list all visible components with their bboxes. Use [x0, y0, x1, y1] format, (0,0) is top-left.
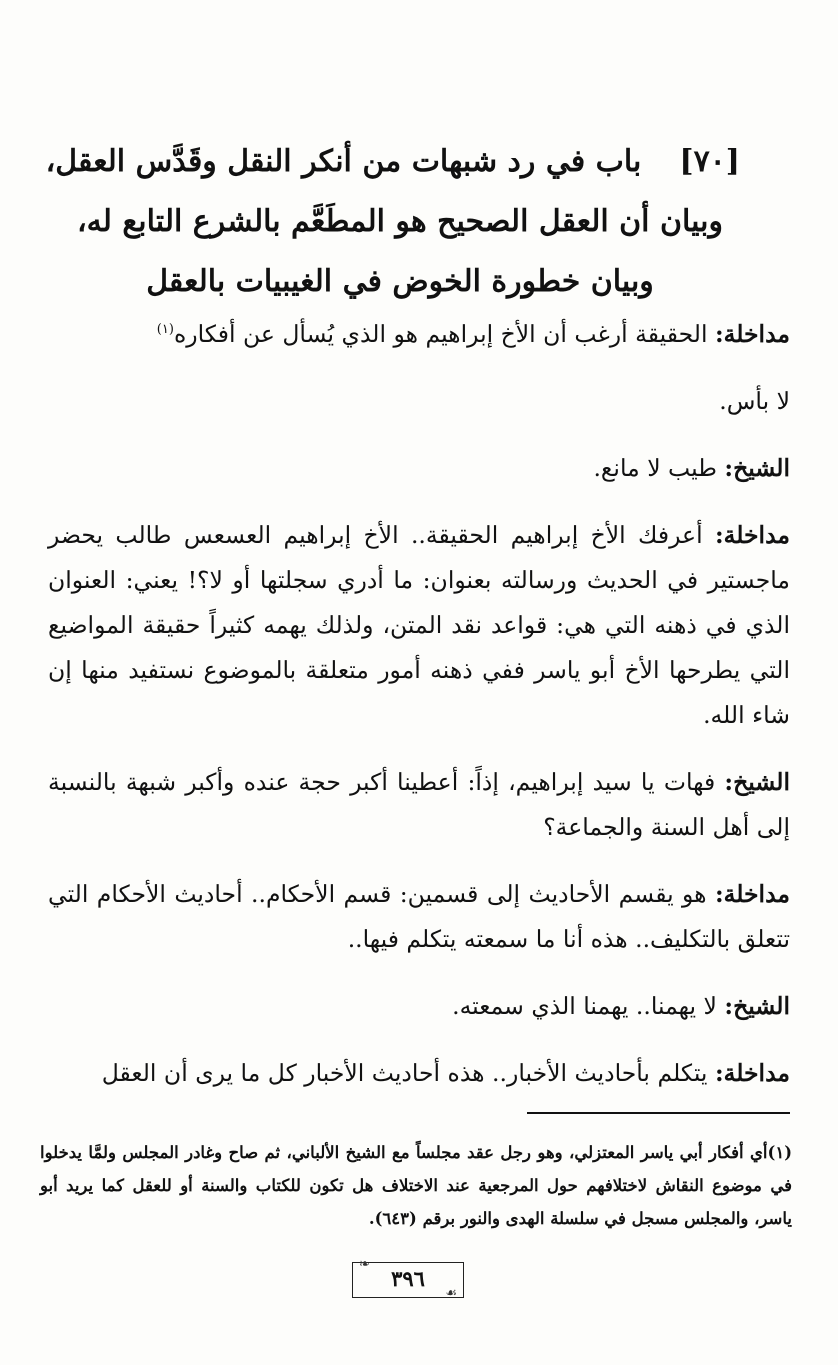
paragraph-text: أعرفك الأخ إبراهيم الحقيقة.. الأخ إبراهيم العسعس طالب يحضر ماجستير في الحديث ورسالته بعنوان: ما أدري سجلتها أو لا؟! يعني: العنوان الذي في ذهنه التي هي: قواعد نقد المتن، ولذلك يهمه كثيراً حقيقة المواضيع التي يطرحها الأخ أبو ياسر ففي ذهنه أمور متعلقة بالموضوع نستفيد منها إن شاء الله.	[48, 521, 790, 729]
chapter-heading-line-1	[45, 132, 740, 192]
speaker-label: مداخلة:	[714, 521, 790, 549]
speaker-label: مداخلة:	[714, 1059, 790, 1087]
paragraph-text: الحقيقة أرغب أن الأخ إبراهيم هو الذي يُسأل عن أفكاره	[173, 320, 715, 348]
paragraph-text: طيب لا مانع.	[593, 454, 725, 482]
chapter-heading	[45, 132, 740, 312]
footnotes	[40, 1136, 792, 1235]
paragraph-sheikh-2	[48, 760, 790, 850]
paragraph-text: يتكلم بأحاديث الأخبار.. هذه أحاديث الأخبار كل ما يرى أن العقل	[101, 1059, 715, 1087]
page-number-box	[352, 1257, 464, 1301]
page-number: ٣٩٦	[391, 1266, 425, 1291]
footnote-reference[interactable]: (١)	[156, 322, 174, 338]
chapter-title-line-3: وبيان خطورة الخوض في الغيبيات بالعقل	[146, 264, 654, 299]
paragraph-intervention-1	[48, 312, 790, 357]
paragraph-sheikh-1	[48, 446, 790, 491]
ornament-icon: ☙	[445, 1286, 457, 1301]
paragraph-text: لا بأس.	[719, 387, 790, 415]
chapter-title-line-2: وبيان أن العقل الصحيح هو المطَعَّم بالشرع التابع له،	[76, 204, 724, 239]
paragraph-text: هو يقسم الأحاديث إلى قسمين: قسم الأحكام.. أحاديث الأحكام التي تتعلق بالتكليف.. هذه أنا ما سمعته يتكلم فيها..	[48, 880, 790, 953]
speaker-label: الشيخ:	[724, 992, 790, 1020]
ornament-icon: ❧	[359, 1257, 370, 1272]
speaker-label: الشيخ:	[724, 768, 790, 796]
footnote-separator	[527, 1112, 790, 1114]
paragraph-reply-1	[48, 379, 790, 424]
speaker-label: مداخلة:	[714, 320, 790, 348]
paragraph-intervention-2	[48, 513, 790, 738]
paragraph-intervention-3	[48, 872, 790, 962]
body-text	[48, 312, 790, 1118]
footnote-1: (١)أي أفكار أبي ياسر المعتزلي، وهو رجل عقد مجلساً مع الشيخ الألباني، ثم صاح وغادر المجلس ولمَّا يدخلوا في موضوع النقاش لاختلافهم حول المرجعية عند الاختلاف هل تكون للكتاب والسنة أو للعقل كما يريد أبو ياسر، والمجلس مسجل في سلسلة الهدى والنور برقم (٦٤٣).	[40, 1143, 792, 1228]
speaker-label: الشيخ:	[724, 454, 790, 482]
paragraph-text: لا يهمنا.. يهمنا الذي سمعته.	[452, 992, 725, 1020]
speaker-label: مداخلة:	[714, 880, 790, 908]
paragraph-intervention-4	[48, 1051, 790, 1096]
paragraph-sheikh-3	[48, 984, 790, 1029]
chapter-title-line-1: باب في رد شبهات من أنكر النقل وقَدَّس العقل،	[45, 144, 642, 179]
paragraph-text: فهات يا سيد إبراهيم، إذاً: أعطينا أكبر حجة عنده وأكبر شبهة بالنسبة إلى أهل السنة والجماعة؟	[48, 768, 790, 841]
chapter-number: [٧٠]	[679, 144, 740, 179]
